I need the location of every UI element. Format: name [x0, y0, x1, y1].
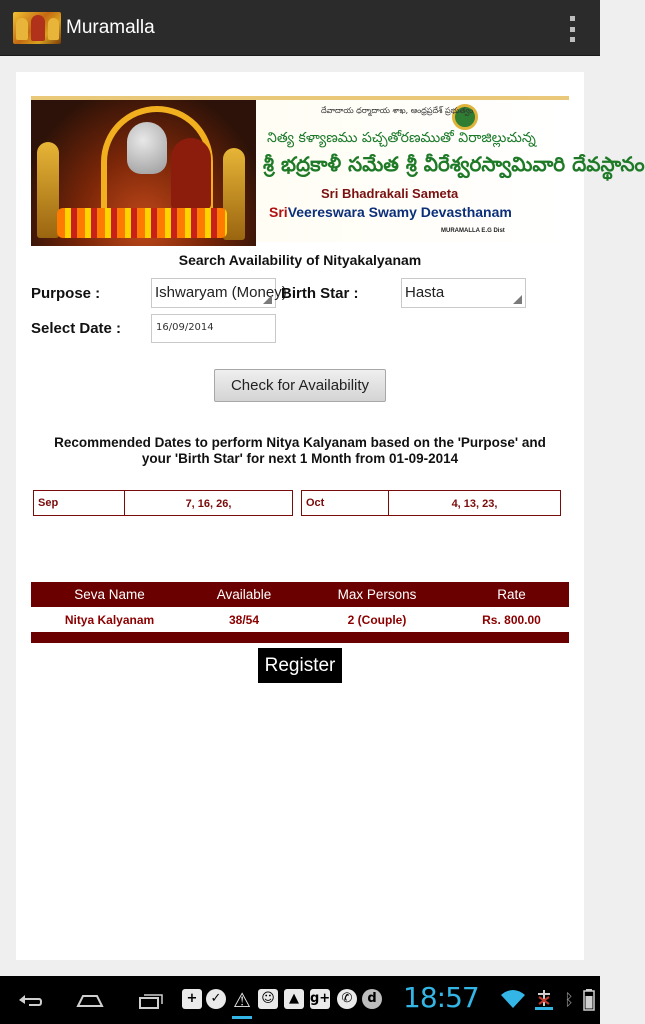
- col-available: Available: [188, 582, 300, 607]
- month-dates: 4, 13, 23,: [451, 498, 498, 510]
- active-notification-indicator: [232, 1016, 252, 1019]
- cell-max-persons: 2 (Couple): [347, 612, 407, 627]
- gallery-icon[interactable]: ▲: [284, 989, 304, 1009]
- clock: 18:57: [403, 981, 479, 1014]
- month-row-sep: [33, 490, 293, 516]
- date-input[interactable]: 16/09/2014: [151, 314, 276, 343]
- purpose-select[interactable]: [151, 278, 287, 308]
- banner-telugu-top: దేవాదాయ ధర్మాదాయ శాఖ, ఆంధ్రప్రదేశ్ ప్రభుత్వం: [321, 106, 474, 115]
- app-icon[interactable]: [13, 12, 61, 44]
- cell-available: 38/54: [228, 612, 260, 627]
- table-header-row: [31, 582, 569, 607]
- check-icon[interactable]: ✓: [206, 989, 226, 1009]
- month-row-oct: [301, 490, 561, 516]
- birth-star-select[interactable]: [401, 278, 526, 308]
- action-bar: [0, 0, 600, 56]
- col-max-persons: Max Persons: [300, 582, 454, 607]
- wifi-icon: [500, 988, 526, 1012]
- table-row: [31, 607, 569, 632]
- google-plus-icon[interactable]: g+: [310, 989, 330, 1009]
- content-card: [16, 72, 645, 960]
- banner-telugu-line2: శ్రీ భద్రకాళీ సమేత శ్రీ వీరేశ్వరస్వామివారి దేవస్థానం: [263, 152, 645, 176]
- shrine-image: [31, 100, 256, 246]
- purpose-value: Ishwaryam (Money): [155, 284, 287, 301]
- add-icon[interactable]: +: [182, 989, 202, 1009]
- battery-icon: [582, 988, 596, 1012]
- table-footer-row: [31, 632, 569, 643]
- banner-location: MURAMALLA E.G Dist: [441, 228, 505, 234]
- recent-apps-icon[interactable]: [134, 988, 166, 1012]
- banner-english-line2: [269, 204, 512, 220]
- check-availability-button[interactable]: Check for Availability: [214, 369, 386, 402]
- back-icon[interactable]: [14, 988, 46, 1012]
- birth-star-value: Hasta: [405, 284, 445, 301]
- banner-temple-name: Veereswara Swamy Devasthanam: [287, 204, 512, 220]
- bluetooth-icon: ᛒ: [564, 990, 574, 1009]
- dropdown-corner-icon: [513, 295, 522, 304]
- overflow-menu-icon[interactable]: [568, 16, 576, 42]
- birth-star-label: Birth Star :: [281, 285, 359, 302]
- select-date-label: Select Date :: [31, 320, 122, 337]
- chat-icon[interactable]: ☺: [258, 989, 278, 1009]
- recommendation-text: Recommended Dates to perform Nitya Kalyanam based on the 'Purpose' and your 'Birth Star' for next 1 Month from 01-09-2014: [54, 435, 546, 466]
- cell-seva-name: Nitya Kalyanam: [64, 612, 155, 627]
- banner-sri: Sri: [269, 204, 288, 220]
- month-name: Oct: [302, 491, 389, 515]
- cell-rate: Rs. 800.00: [482, 612, 541, 627]
- browser-icon[interactable]: d: [362, 989, 382, 1009]
- app-title: Muramalla: [66, 17, 155, 38]
- dropdown-corner-icon: [263, 295, 272, 304]
- warning-icon[interactable]: ⚠: [233, 988, 251, 1012]
- col-rate: Rate: [454, 582, 569, 607]
- col-seva-name: Seva Name: [31, 582, 188, 607]
- signal-icon: [532, 988, 556, 1012]
- search-title: Search Availability of Nityakalyanam: [178, 252, 422, 268]
- register-button[interactable]: Register: [258, 648, 342, 683]
- month-dates: 7, 16, 26,: [185, 498, 232, 510]
- temple-banner: [31, 96, 645, 242]
- month-name: Sep: [34, 491, 125, 515]
- seva-table: [31, 582, 569, 643]
- banner-english-line1: Sri Bhadrakali Sameta: [321, 186, 459, 201]
- banner-telugu-line1: నిత్య కళ్యాణము పచ్చతోరణముతో విరాజిల్లుచున్న: [267, 130, 536, 146]
- whatsapp-icon[interactable]: ✆: [337, 989, 357, 1009]
- home-icon[interactable]: [74, 988, 106, 1012]
- purpose-label: Purpose :: [31, 285, 101, 302]
- system-nav-bar: [0, 976, 600, 1024]
